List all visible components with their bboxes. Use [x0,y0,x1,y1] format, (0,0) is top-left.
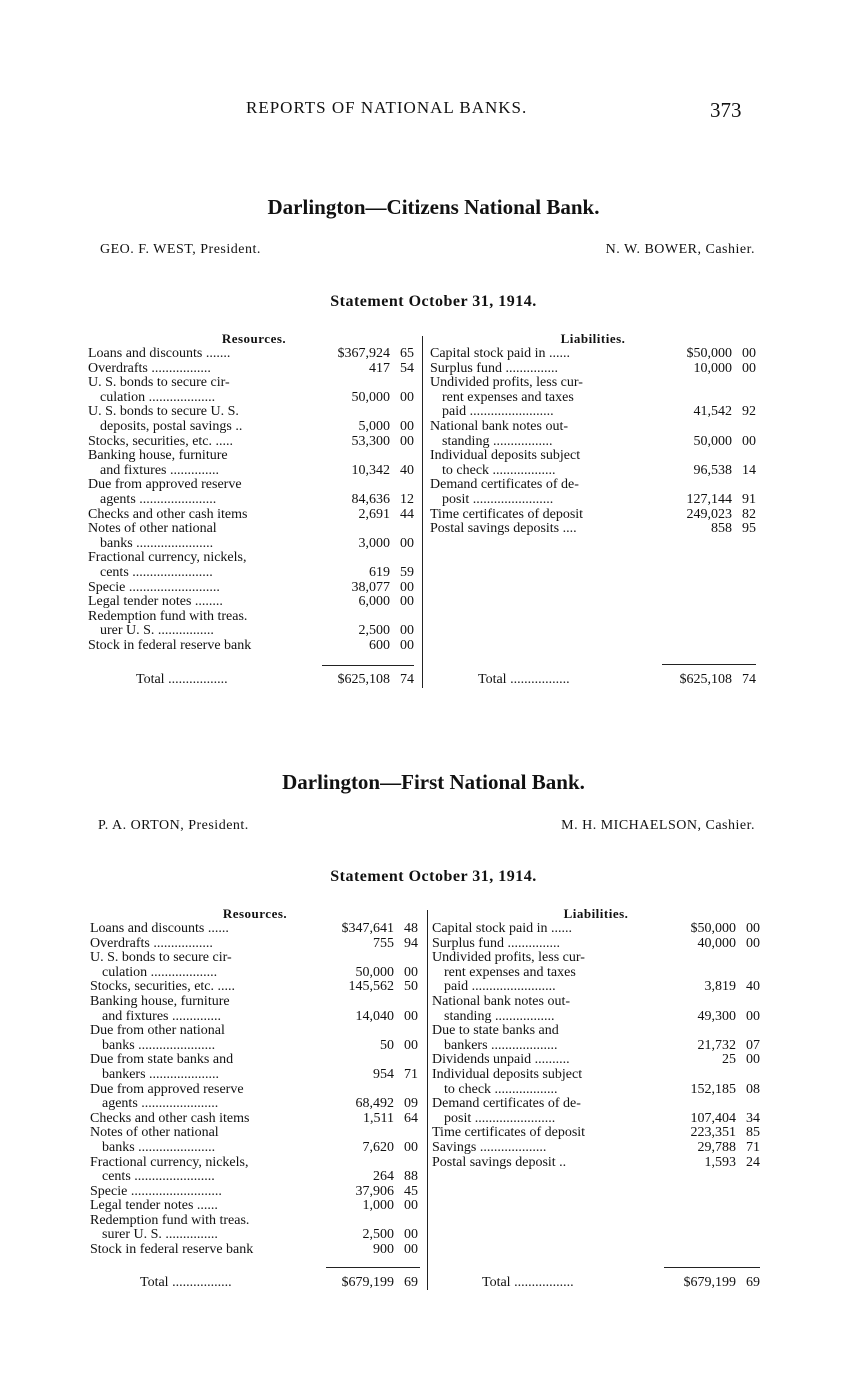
ledger-label: and fixtures .............. [102,1008,221,1024]
ledger-cents: 59 [400,564,414,580]
ledger-label: Fractional currency, nickels, [88,550,247,566]
ledger-cents: 00 [746,935,760,951]
ledger-label: bankers ................... [444,1037,558,1053]
ledger-row [90,922,420,937]
ledger-amount: 417 [369,360,390,376]
ledger-cents: 00 [400,594,414,610]
ledger-row [90,937,420,952]
ledger-label: Individual deposits subject [432,1066,583,1082]
ledger-label: Checks and other cash items [88,506,248,522]
ledger-cents: 00 [400,433,414,449]
ledger-cents: 40 [746,979,760,995]
ledger-row [90,1068,420,1083]
ledger-label: Overdrafts ................. [90,935,213,951]
ledger-amount: 2,500 [362,1227,394,1243]
ledger-cents: 12 [400,491,414,507]
ledger-label: standing ................. [442,433,553,449]
ledger-label: Undivided profits, less cur- [430,375,583,391]
ledger-amount: 107,404 [690,1110,736,1126]
ledger-label: National bank notes out- [432,993,571,1009]
ledger-label: Due from state banks and [90,1052,234,1068]
ledger-row [90,1112,420,1127]
total-amount: $679,199 [341,1275,394,1290]
ledger-amount: 900 [373,1242,394,1258]
president-name: GEO. F. WEST, President. [100,242,261,257]
ledger-label: Due to state banks and [432,1023,559,1039]
column-divider [422,336,423,688]
ledger-row [90,995,420,1010]
ledger-label: U. S. bonds to secure cir- [88,375,230,391]
ledger-cents: 64 [404,1110,418,1126]
total-amount: $625,108 [337,672,390,687]
ledger-row [432,1126,760,1141]
page-header [0,98,867,126]
total-label: Total ................. [136,672,228,687]
ledger-row [90,980,420,995]
ledger-row [90,1170,420,1185]
ledger-cents: 44 [400,506,414,522]
ledger-cents: 00 [404,1139,418,1155]
ledger-row [432,980,760,995]
ledger-cents: 00 [404,1242,418,1258]
ledger-row [430,449,756,464]
ledger-row [432,951,760,966]
ledger-label: banks ...................... [102,1139,216,1155]
liabilities-rows [432,922,760,1170]
resources-rows [90,922,420,1258]
ledger-row [430,493,756,508]
ledger-cents: 00 [400,623,414,639]
ledger-row [432,1112,760,1127]
ledger-row [88,464,420,479]
ledger-amount: 37,906 [355,1183,394,1199]
ledger-row [90,1185,420,1200]
ledger-label: rent expenses and taxes [444,964,576,980]
ledger-row [88,493,420,508]
ledger-label: Stocks, securities, etc. ..... [90,979,236,995]
ledger-cents: 82 [742,506,756,522]
ledger-label: Capital stock paid in ...... [430,346,570,361]
ledger-row [432,1039,760,1054]
ledger-row [90,1199,420,1214]
resources-column [88,331,420,653]
ledger-amount: 50,000 [355,964,394,980]
ledger-row [430,376,756,391]
ledger-amount: 84,636 [351,491,390,507]
ledger-amount: 152,185 [690,1081,736,1097]
ledger-row [90,1156,420,1171]
ledger-label: paid ........................ [444,979,556,995]
running-title: REPORTS OF NATIONAL BANKS. [246,98,528,117]
ledger-label: Stock in federal reserve bank [88,637,252,653]
ledger-amount: 14,040 [355,1008,394,1024]
ledger-label: Overdrafts ................. [88,360,211,376]
ledger-label: banks ...................... [102,1037,216,1053]
statement-date: Statement October 31, 1914. [330,868,537,885]
ledger-amount: 249,023 [686,506,732,522]
ledger-cents: 00 [742,433,756,449]
ledger-label: Due from approved reserve [90,1081,244,1097]
ledger-row [90,1083,420,1098]
ledger-amount: 53,300 [351,433,390,449]
ledger-cents: 54 [400,360,414,376]
ledger-row [90,1243,420,1258]
ledger-row [88,362,420,377]
ledger-row [432,1141,760,1156]
ledger-cents: 00 [404,1037,418,1053]
ledger-label: cents ....................... [100,564,213,580]
ledger-label: agents ...................... [100,491,217,507]
ledger-cents: 40 [400,462,414,478]
ledger-cents: 09 [404,1096,418,1112]
ledger-row [88,522,420,537]
ledger-label: Capital stock paid in ...... [432,921,572,936]
ledger-label: Individual deposits subject [430,448,581,464]
ledger-amount: 223,351 [690,1125,736,1141]
ledger-row [88,420,420,435]
ledger-row [88,566,420,581]
ledger-cents: 00 [404,1198,418,1214]
ledger-label: to check .................. [442,462,556,478]
ledger-row [90,1214,420,1229]
ledger-row [88,537,420,552]
total-rule-liabilities [662,664,756,665]
resources-heading: Resources. [221,331,287,346]
ledger-label: banks ...................... [100,535,214,551]
ledger-row [88,347,420,362]
ledger-row [88,435,420,450]
ledger-cents: 45 [404,1183,418,1199]
ledger-amount: 954 [373,1066,394,1082]
ledger-amount: 68,492 [355,1096,394,1112]
ledger-row [430,522,756,537]
ledger-row [432,922,760,937]
ledger-cents: 00 [400,418,414,434]
ledger-cents: 00 [742,360,756,376]
ledger-cents: 95 [742,521,756,537]
ledger-label: Redemption fund with treas. [88,608,248,624]
ledger-row [88,624,420,639]
ledger-amount: $50,000 [690,921,736,936]
ledger-label: Fractional currency, nickels, [90,1154,249,1170]
ledger-amount: 858 [711,521,732,537]
ledger-amount: 29,788 [697,1139,736,1155]
ledger-label: Notes of other national [90,1125,219,1141]
resources-total [88,672,420,688]
ledger-cents: 91 [742,491,756,507]
column-divider [427,910,428,1290]
ledger-label: posit ....................... [442,491,554,507]
liabilities-total [432,1275,760,1291]
ledger-label: agents ...................... [102,1096,219,1112]
ledger-cents: 71 [404,1066,418,1082]
ledger-row [432,966,760,981]
liabilities-heading: Liabilities. [563,906,629,921]
ledger-row [88,391,420,406]
resources-total [90,1275,420,1291]
ledger-row [430,464,756,479]
total-label: Total ................. [140,1275,232,1290]
ledger-amount: $347,641 [341,921,394,936]
ledger-row [90,1228,420,1243]
ledger-cents: 94 [404,935,418,951]
ledger-label: standing ................. [444,1008,555,1024]
ledger-label: Surplus fund ............... [430,360,558,376]
total-amount: $679,199 [683,1275,736,1290]
ledger-row [432,1156,760,1171]
ledger-label: Legal tender notes ........ [88,594,223,610]
ledger-row [90,966,420,981]
ledger-row [90,1053,420,1068]
ledger-row [88,551,420,566]
ledger-label: U. S. bonds to secure cir- [90,950,232,966]
total-cents: 69 [404,1275,418,1290]
statement-date: Statement October 31, 1914. [330,293,537,310]
ledger-cents: 71 [746,1139,760,1155]
ledger-amount: 264 [373,1169,394,1185]
ledger-row [90,1024,420,1039]
ledger-row [88,581,420,596]
ledger-row [90,1097,420,1112]
ledger-label: Stocks, securities, etc. ..... [88,433,234,449]
ledger-label: Demand certificates of de- [430,477,579,493]
ledger-cents: 00 [404,964,418,980]
ledger-cents: 24 [746,1154,760,1170]
ledger-label: surer U. S. ............... [102,1227,218,1243]
ledger-label: culation ................... [100,389,216,405]
bank-title: Darlington—First National Bank. [282,770,585,794]
ledger-amount: 25 [722,1052,736,1068]
ledger-label: and fixtures .............. [100,462,219,478]
ledger-row [432,1024,760,1039]
ledger-label: Legal tender notes ...... [90,1198,218,1214]
ledger-row [90,1126,420,1141]
total-label: Total ................. [482,1275,574,1290]
ledger-cents: 00 [742,346,756,361]
ledger-label: culation ................... [102,964,218,980]
ledger-amount: 96,538 [693,462,732,478]
ledger-amount: 7,620 [362,1139,394,1155]
ledger-amount: 21,732 [697,1037,736,1053]
ledger-label: Postal savings deposits .... [430,521,577,537]
ledger-amount: 40,000 [697,935,736,951]
ledger-label: Stock in federal reserve bank [90,1242,254,1258]
ledger-amount: 5,000 [358,418,390,434]
ledger-label: Specie .......................... [90,1183,222,1199]
resources-rows [88,347,420,653]
ledger-row [88,405,420,420]
ledger-cents: 00 [746,1008,760,1024]
ledger-cents: 00 [404,1008,418,1024]
total-cents: 74 [400,672,414,687]
ledger-amount: 1,511 [363,1110,394,1126]
ledger-label: Loans and discounts ...... [90,921,229,936]
ledger-cents: 00 [400,389,414,405]
ledger-amount: $367,924 [337,346,390,361]
ledger-row [430,435,756,450]
ledger-row [432,1053,760,1068]
ledger-row [430,405,756,420]
ledger-label: Undivided profits, less cur- [432,950,585,966]
bank-title: Darlington—Citizens National Bank. [267,195,600,219]
ledger-row [432,937,760,952]
ledger-label: Savings ................... [432,1139,547,1155]
ledger-row [432,1068,760,1083]
ledger-label: Time certificates of deposit [432,1125,586,1141]
ledger-label: bankers .................... [102,1066,220,1082]
ledger-cents: 88 [404,1169,418,1185]
ledger-label: cents ....................... [102,1169,215,1185]
ledger-row [430,362,756,377]
ledger-cents: 34 [746,1110,760,1126]
total-cents: 69 [746,1275,760,1290]
ledger-row [432,1010,760,1025]
ledger-label: Banking house, furniture [90,993,230,1009]
ledger-amount: 50 [380,1037,394,1053]
ledger-row [88,610,420,625]
ledger-row [88,639,420,654]
ledger-label: Notes of other national [88,521,217,537]
ledger-label: Loans and discounts ....... [88,346,231,361]
ledger-label: paid ........................ [442,404,554,420]
ledger-cents: 48 [404,921,418,936]
ledger-row [90,1141,420,1156]
ledger-label: National bank notes out- [430,418,569,434]
total-rule-resources [326,1267,420,1268]
ledger-amount: 50,000 [693,433,732,449]
ledger-amount: 10,000 [693,360,732,376]
ledger-label: Specie .......................... [88,579,220,595]
ledger-cents: 07 [746,1037,760,1053]
liabilities-rows [430,347,756,537]
ledger-amount: 3,000 [358,535,390,551]
ledger-cents: 00 [746,1052,760,1068]
ledger-row [430,420,756,435]
liabilities-column [430,331,756,537]
ledger-label: Time certificates of deposit [430,506,584,522]
cashier-name: M. H. MICHAELSON, Cashier. [561,818,755,833]
ledger-label: Dividends unpaid .......... [432,1052,570,1068]
ledger-label: Surplus fund ............... [432,935,560,951]
ledger-amount: 1,000 [362,1198,394,1214]
ledger-amount: 127,144 [686,491,732,507]
ledger-label: Checks and other cash items [90,1110,250,1126]
ledger-label: Due from other national [90,1023,225,1039]
ledger-amount: $50,000 [686,346,732,361]
ledger-cents: 50 [404,979,418,995]
page-number: 373 [710,98,742,122]
total-amount: $625,108 [679,672,732,687]
total-label: Total ................. [478,672,570,687]
ledger-label: Demand certificates of de- [432,1096,581,1112]
ledger-cents: 08 [746,1081,760,1097]
ledger-amount: 755 [373,935,394,951]
ledger-cents: 14 [742,462,756,478]
resources-column [90,906,420,1258]
ledger-row [432,1083,760,1098]
ledger-amount: 1,593 [704,1154,736,1170]
ledger-amount: 600 [369,637,390,653]
ledger-row [430,347,756,362]
ledger-amount: 49,300 [697,1008,736,1024]
ledger-row [90,1039,420,1054]
ledger-label: Due from approved reserve [88,477,242,493]
ledger-row [430,478,756,493]
ledger-label: deposits, postal savings .. [100,418,243,434]
ledger-label: Postal savings deposit .. [432,1154,567,1170]
ledger-row [430,391,756,406]
ledger-amount: 145,562 [348,979,394,995]
total-cents: 74 [742,672,756,687]
ledger-row [88,449,420,464]
ledger-amount: 2,500 [358,623,390,639]
ledger-label: to check .................. [444,1081,558,1097]
ledger-amount: 41,542 [693,404,732,420]
president-name: P. A. ORTON, President. [98,818,249,833]
ledger-row [88,376,420,391]
liabilities-column [432,906,760,1170]
ledger-row [432,1097,760,1112]
ledger-row [90,1010,420,1025]
total-rule-liabilities [664,1267,760,1268]
ledger-label: urer U. S. ................ [100,623,214,639]
ledger-row [430,508,756,523]
resources-heading: Resources. [222,906,288,921]
ledger-cents: 65 [400,346,414,361]
liabilities-heading: Liabilities. [560,331,626,346]
ledger-cents: 00 [404,1227,418,1243]
ledger-amount: 619 [369,564,390,580]
ledger-row [88,508,420,523]
ledger-label: posit ....................... [444,1110,556,1126]
ledger-cents: 00 [400,535,414,551]
ledger-cents: 85 [746,1125,760,1141]
ledger-cents: 92 [742,404,756,420]
ledger-row [432,995,760,1010]
ledger-label: rent expenses and taxes [442,389,574,405]
ledger-cents: 00 [746,921,760,936]
ledger-row [88,478,420,493]
ledger-row [90,951,420,966]
ledger-label: U. S. bonds to secure U. S. [88,404,239,420]
ledger-amount: 38,077 [351,579,390,595]
ledger-amount: 50,000 [351,389,390,405]
ledger-amount: 10,342 [351,462,390,478]
ledger-cents: 00 [400,637,414,653]
ledger-amount: 2,691 [358,506,390,522]
ledger-row [88,595,420,610]
total-rule-resources [322,665,414,666]
ledger-amount: 3,819 [704,979,736,995]
ledger-label: Redemption fund with treas. [90,1212,250,1228]
ledger-cents: 00 [400,579,414,595]
liabilities-total [430,672,756,688]
cashier-name: N. W. BOWER, Cashier. [605,242,755,257]
ledger-amount: 6,000 [358,594,390,610]
ledger-label: Banking house, furniture [88,448,228,464]
